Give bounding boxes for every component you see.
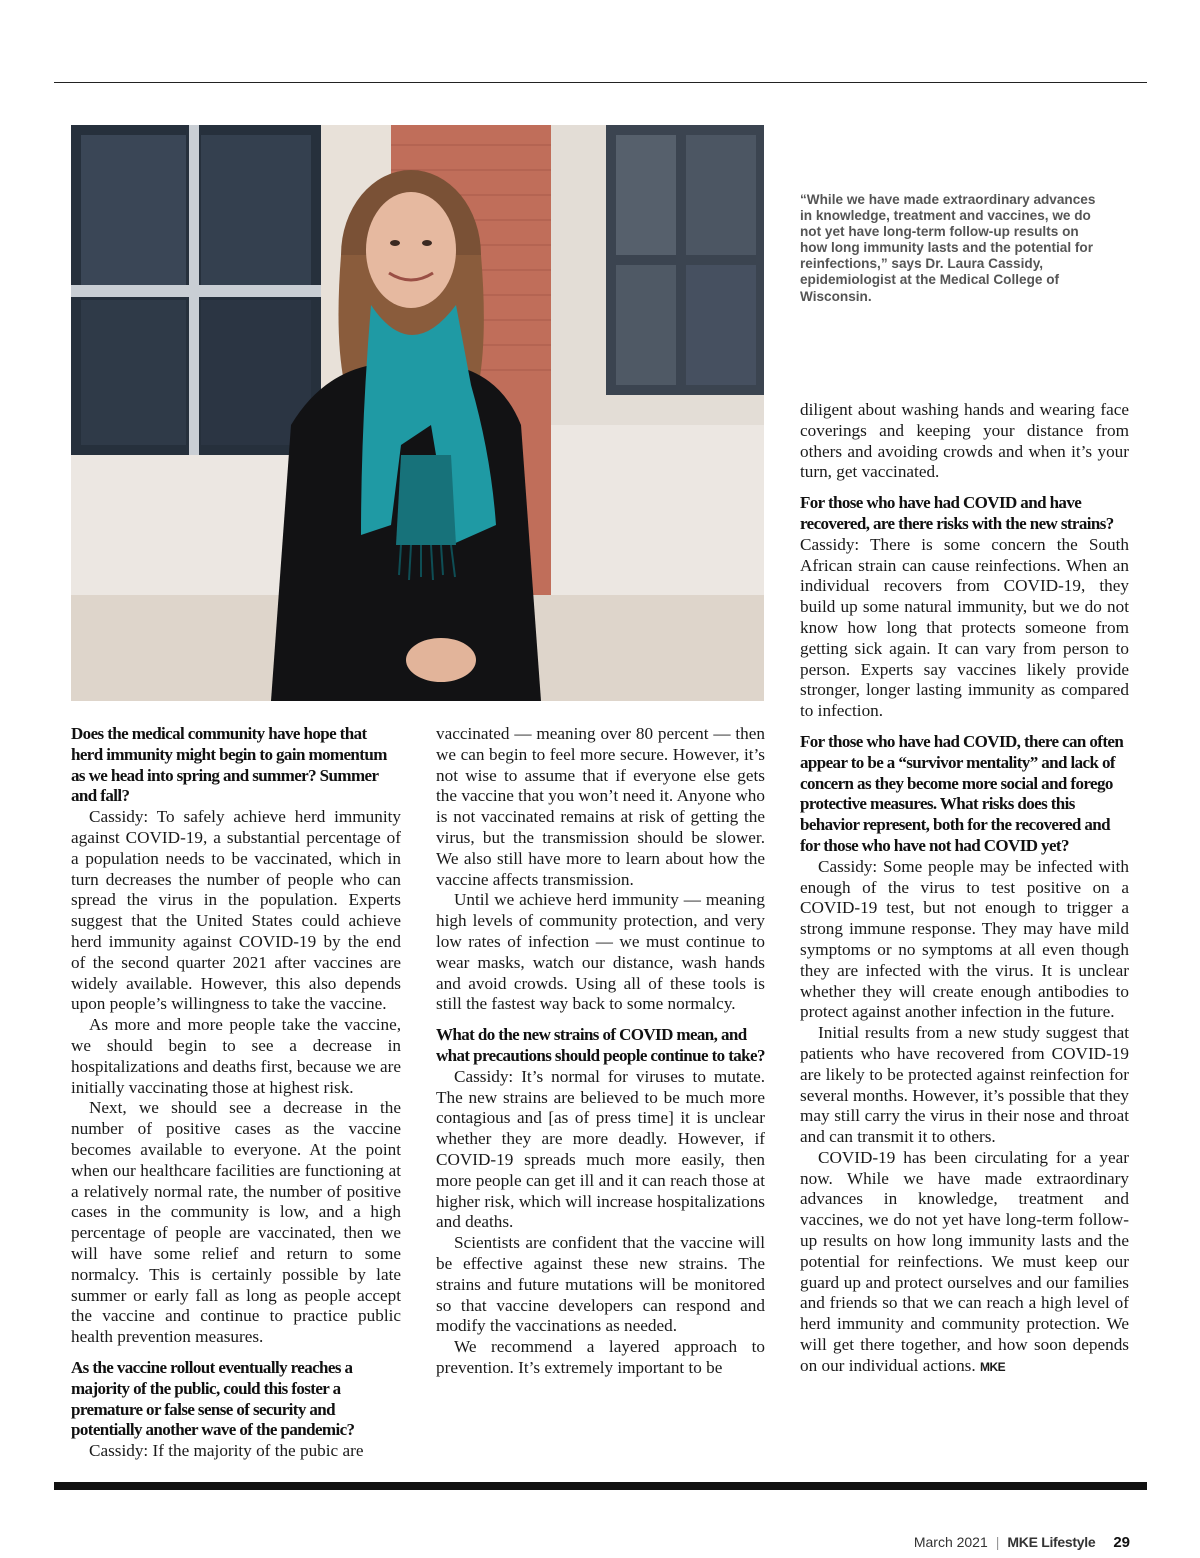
body-paragraph: Next, we should see a decrease in the number of positive cases as the vaccine becomes available to everyone. At the point when our healthcare facilities are functioning at a relatively normal rate, the number of positive cases in the community is low, and a high percentage of people are vaccinated, then we will have some relief and return to some normalcy. This is certainly possible by late summer or early fall as long as people accept the vaccine and continue to practice public health prevention measures. [71,1098,401,1347]
question-recovered-risks: For those who have had COVID and have recovered, are there risks with the new strains? [800,493,1114,533]
body-paragraph: Cassidy: Some people may be infected with enough of the virus to test positive on a COVID-19 test, but not enough to trigger a strong immune response. They may have mild symptoms or no symptoms at all even though they are infected with the virus. It is unclear whether they will create enough antibodies to protect against another infection in the future. [800,856,1129,1022]
body-paragraph: Until we achieve herd immunity — meaning high levels of community protection, and very low rates of infection — we must continue to wear masks, watch our distance, wash hands and avoid crowds. Using all of these tools is still the fastest way back to some normalcy. [436,890,765,1014]
issue-date: March 2021 [913,1534,988,1550]
bottom-rule [54,1482,1147,1490]
end-mark: MKE [979,1359,1006,1374]
body-paragraph: We recommend a layered approach to prevention. It’s extremely important to be [436,1337,765,1377]
body-paragraph: As more and more people take the vaccine, we should begin to see a decrease in hospitalizations and deaths first, because we are initially vaccinating those at highest risk. [71,1015,401,1097]
question-vaccine-rollout: As the vaccine rollout eventually reaches a majority of the public, could this foster a premature or false sense of security and potentially another wave of the pandemic? [71,1357,355,1440]
column-3 [800,400,1129,1378]
body-paragraph: diligent about washing hands and wearing face coverings and keeping your distance from others and avoiding crowds and when it’s your turn, get vaccinated. [800,400,1129,482]
closing-paragraph-text: COVID-19 has been circulating for a year now. While we have made extraordinary advances in knowledge, treatment and vaccines, we do not yet have long-term follow-up results on how long immunity lasts and the potential for reinfections. We must keep our guard up and protect ourselves and our families and friends so that we can reach a high level of herd immunity and community protection. We will get there together, and how soon depends on our individual actions. [800,1147,1129,1375]
caption-text: “While we have made extraordinary advances in knowledge, treatment and vaccines, we do not yet have long-term follow-up results on how long immunity lasts and the potential for reinfections,” says Dr. Laura Cassidy, epidemiologist at the Medical College of Wisconsin. [800,192,1096,304]
body-paragraph: Scientists are confident that the vaccine will be effective against these new strains. The strains and future mutations will be monitored so that vaccine developers can respond and modify the vaccinations as needed. [436,1233,765,1336]
body-paragraph: Cassidy: It’s normal for viruses to mutate. The new strains are believed to be much more contagious and [as of press time] it is unclear whether they are more deadly. However, if COVID-19 spreads much more easily, then more people can get ill and it can reach those at higher risk, which will increase hospitalizations and deaths. [436,1066,765,1232]
body-paragraph [800,1148,1129,1378]
photo-caption [800,192,1100,305]
column-2 [436,724,765,1379]
body-paragraph: Initial results from a new study suggest that patients who have recovered from COVID-19 are likely to be protected against reinfection for several months. However, it’s possible that they may still carry the virus in their nose and throat and can transmit it to others. [800,1023,1129,1147]
question-new-strains: What do the new strains of COVID mean, and what precautions should people continue to take? [436,1025,765,1065]
body-paragraph: vaccinated — meaning over 80 percent — then we can begin to feel more secure. However, it’s not wise to assume that if everyone else gets the vaccine that you won’t need it. Anyone who is not vaccinated remains at risk of getting the virus, but the transmission should be slower. We also still have more to learn about how the vaccine affects transmission. [436,724,765,889]
top-rule [54,82,1147,83]
body-paragraph: Cassidy: There is some concern the South African strain can cause reinfections. When an individual recovers from COVID-19, they build up some natural immunity, but we do not know how long that protects someone from getting sick again. It can vary from person to person. Experts say vaccines likely provide stronger, longer lasting immunity as compared to infection. [800,534,1129,721]
page-footer [914,1534,1130,1551]
footer-separator: | [995,1534,1000,1550]
question-herd-immunity: Does the medical community have hope that herd immunity might begin to gain momentum as we head into spring and summer? Summer and fall? [71,724,387,806]
body-paragraph: Cassidy: If the majority of the pubic are [89,1441,364,1461]
column-1 [71,724,401,1462]
page-number: 29 [1113,1534,1130,1551]
portrait-photo [71,125,764,701]
question-survivor-mentality: For those who have had COVID, there can often appear to be a “survivor mentality” and lack of concern as they become more social and forego protective measures. What risks does this behavior represent, both for the recovered and for those who have not had COVID yet? [800,731,1124,855]
magazine-name: MKE Lifestyle [1007,1534,1096,1550]
body-paragraph: Cassidy: To safely achieve herd immunity against COVID-19, a substantial percentage of a population needs to be vaccinated, which in turn decreases the number of people who can spread the virus in the population. Experts suggest that the United States could achieve herd immunity against COVID-19 by the end of the second quarter 2021 after vaccines are widely available. However, this also depends upon people’s willingness to take the vaccine. [71,807,401,1014]
